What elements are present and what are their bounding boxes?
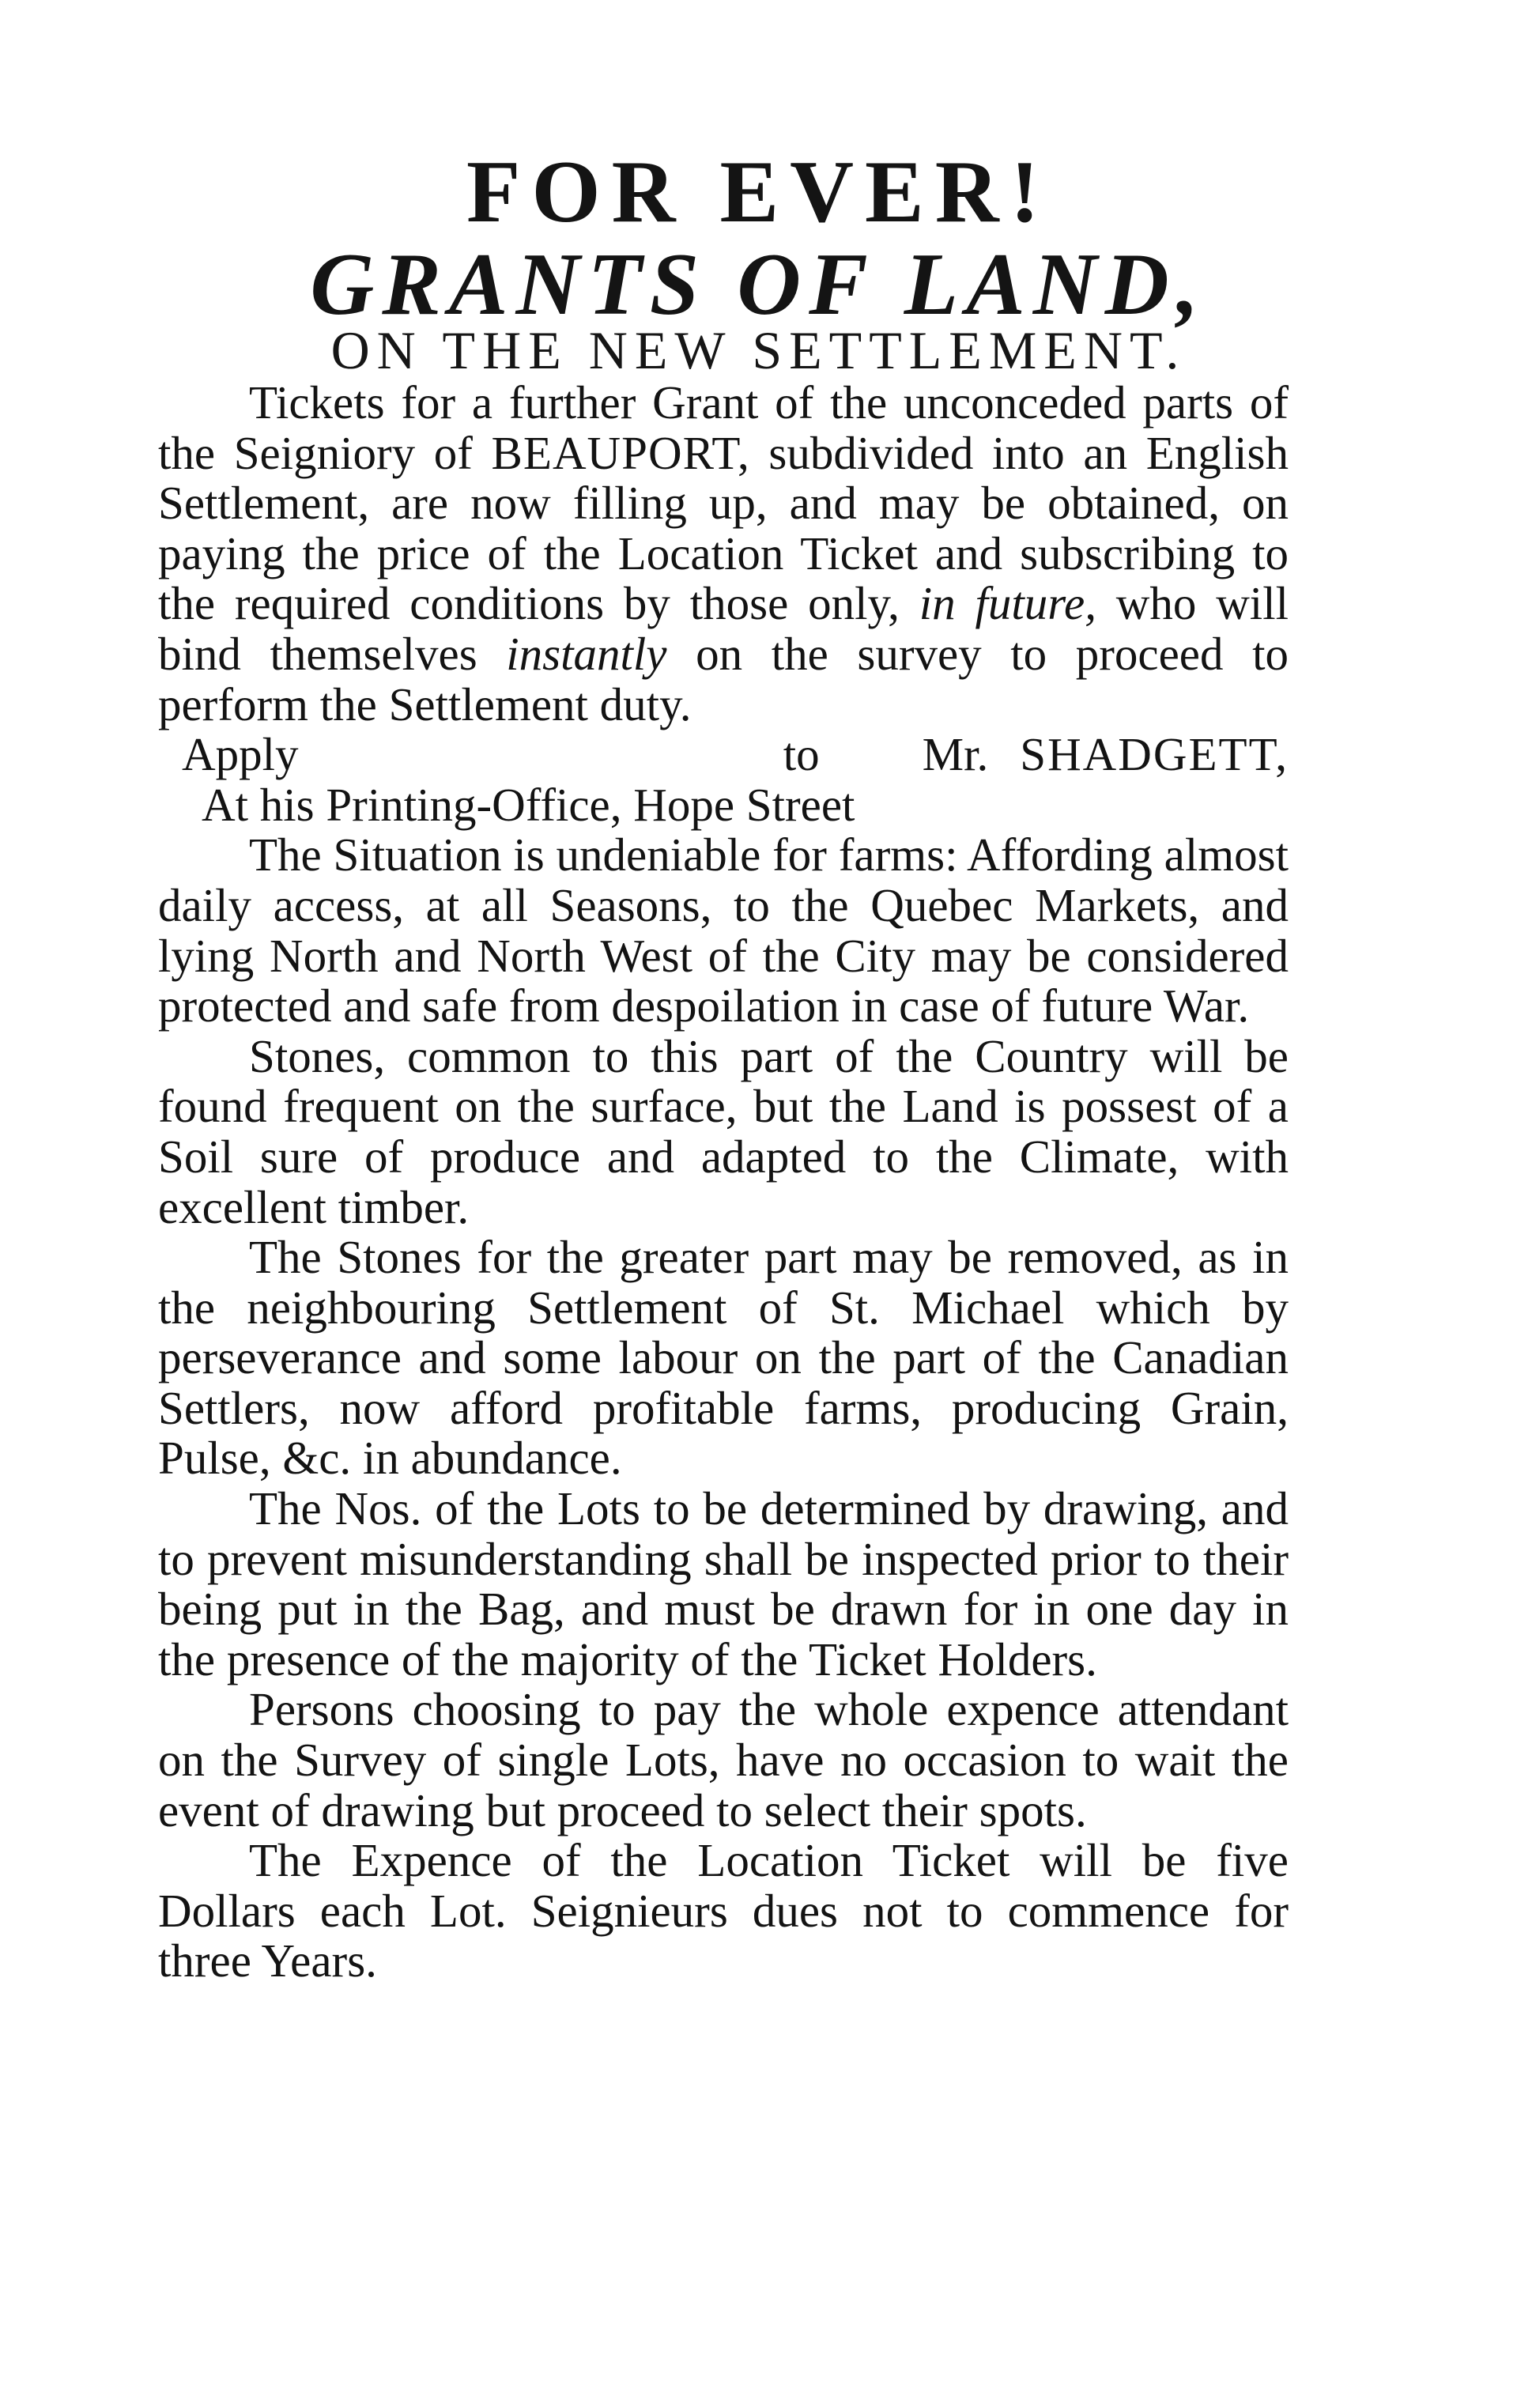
tickets-tail-text: on the survey to proceed to perform the Settlement duty. <box>158 627 1289 730</box>
paragraph-tickets <box>158 378 1289 730</box>
apply-to-text: Apply to <box>182 728 820 781</box>
tickets-lead-text: Tickets for a further Grant of the unconceded parts of the Seigniory of <box>158 376 1289 479</box>
mr-title: Mr. <box>922 728 989 781</box>
headline-new-settlement: ON THE NEW SETTLEMENT. <box>330 320 1187 380</box>
headline-for-ever: FOR EVER! <box>466 143 1051 241</box>
paragraph-expence: The Expence of the Location Ticket will be five Dollars each Lot. Seignieurs dues not to commence for three Years. <box>158 1834 1289 1987</box>
headline-grants-of-land: GRANTS OF LAND, <box>310 236 1207 334</box>
apply-line <box>158 730 1289 780</box>
instantly-emphasis: instantly <box>506 627 667 680</box>
paragraph-removal: The Stones for the greater part may be removed, as in the neighbouring Settlement of St. Michael which by perseverance and some labour on the part of the Canadian Settlers, now afford profitable farms, producing Grain, Pulse, &c. in abundance. <box>158 1231 1289 1485</box>
office-address: At his Printing-Office, Hope Street <box>202 778 855 831</box>
paragraph-stones: Stones, common to this part of the Country will be found frequent on the surface, but the Land is possest of a Soil sure of produce and adapted to the Climate, with excellent timber. <box>158 1029 1289 1233</box>
tickets-middle-text: subdivided into an English Settlement, are now filling up, and may be obtained, on paying the price of the Location Ticket and subscribing to the required conditions by those only, <box>158 426 1289 630</box>
notice-body <box>158 378 1289 1987</box>
paragraph-single-lots: Persons choosing to pay the whole expence attendant on the Survey of single Lots, have no occasion to wait the event of drawing but proceed to select their spots. <box>158 1683 1289 1836</box>
in-future-emphasis: in future, <box>919 577 1096 630</box>
seigniory-name: BEAUPORT, <box>491 426 750 479</box>
tickets-middle-text-2: who will bind themselves <box>158 577 1289 680</box>
agent-name: SHADGETT, <box>1020 728 1289 781</box>
paragraph-lot-drawing: The Nos. of the Lots to be determined by drawing, and to prevent misunderstanding shall be inspected prior to their being put in the Bag, and must be drawn for in one day in the presence of the majority of the Ticket Holders. <box>158 1482 1289 1685</box>
paragraph-situation: The Situation is undeniable for farms: Affording almost daily access, at all Seasons, to the Quebec Markets, and lying North and North West of the City may be considered protected and safe from despoilation in case of future War. <box>158 828 1289 1032</box>
